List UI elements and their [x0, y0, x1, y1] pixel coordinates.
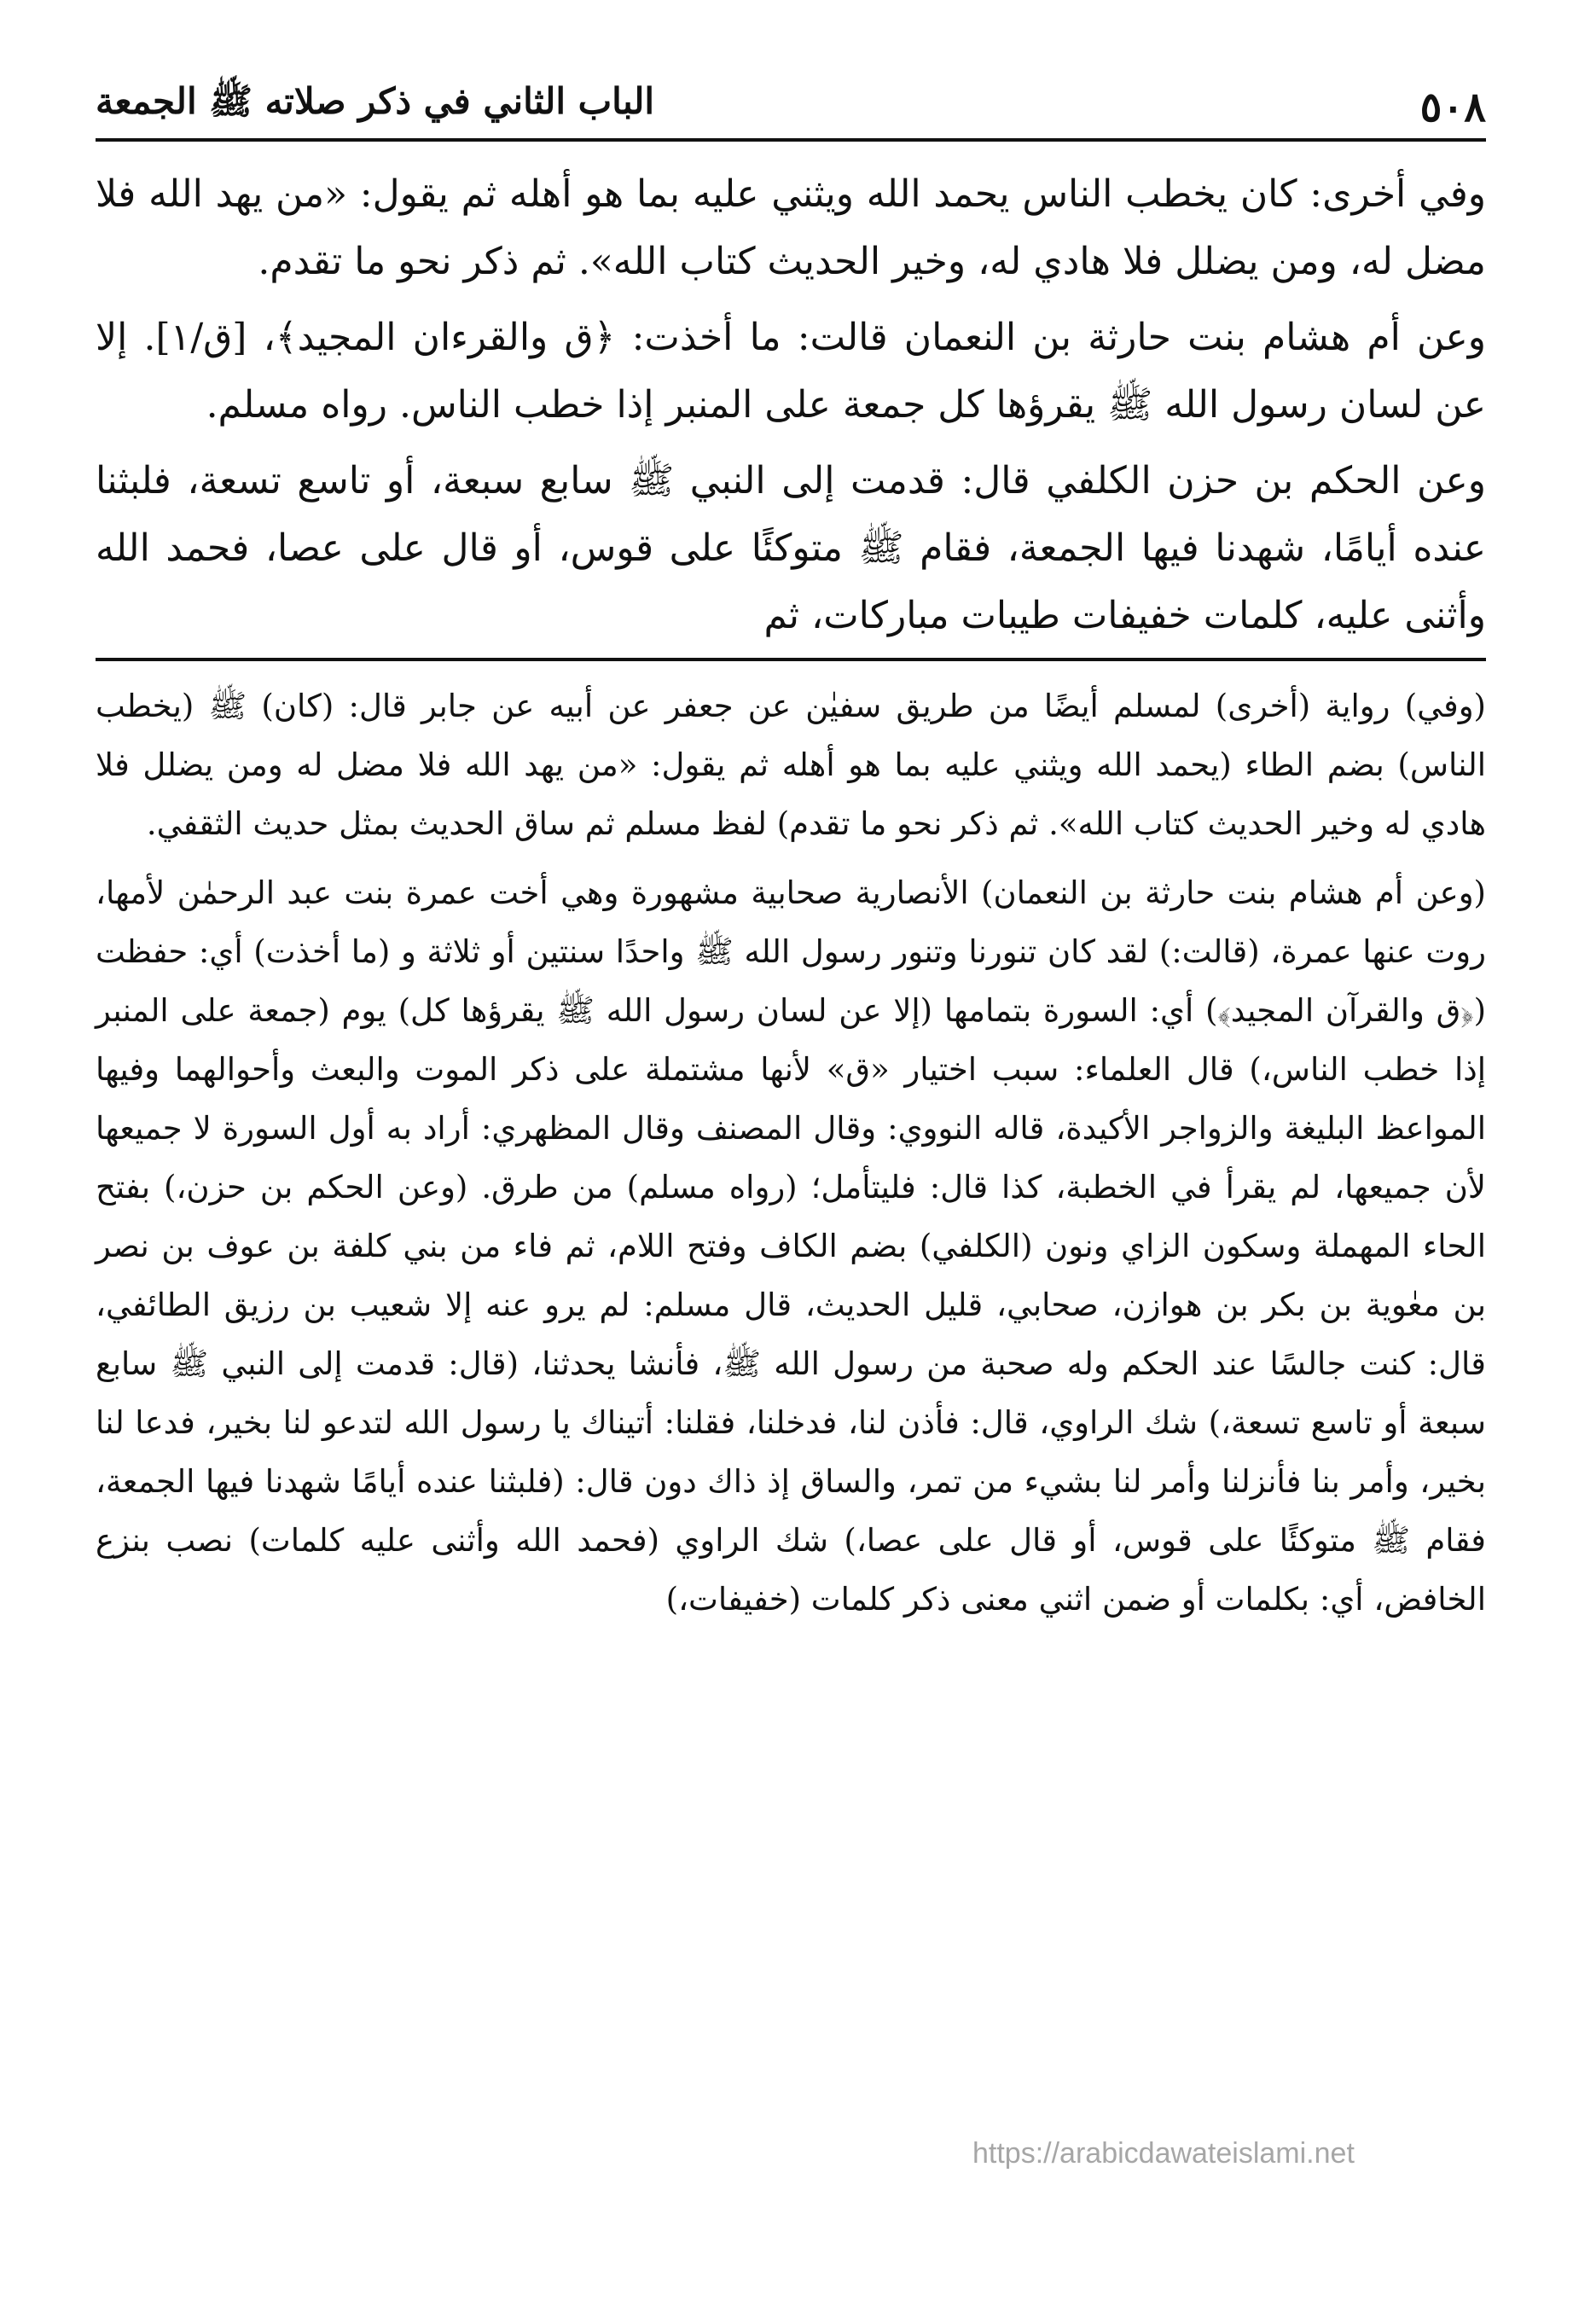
main-paragraph: وعن الحكم بن حزن الكلفي قال: قدمت إلى النبي ﷺ سابع سبعة، أو تاسع تسعة، فلبثنا عنده أيامًا، شهدنا فيها الجمعة، فقام ﷺ متوكئًا على قوس، أو قال على عصا، فحمد الله وأثنى عليه، كلمات خفيفات طيبات مباركات، ثم	[96, 459, 1486, 637]
separator-line	[96, 658, 1486, 661]
page-number: ٥٠٨	[1419, 84, 1486, 131]
page-header	[96, 60, 1486, 142]
main-paragraph: وفي أخرى: كان يخطب الناس يحمد الله ويثني عليه بما هو أهله ثم يقول: «من يهد الله فلا مضل له، ومن يضلل فلا هادي له، وخير الحديث كتاب الله». ثم ذكر نحو ما تقدم.	[96, 172, 1486, 283]
main-paragraph: وعن أم هشام بنت حارثة بن النعمان قالت: ما أخذت: ﴿ق والقرءان المجيد﴾، [ق/١]. إلا عن لسان رسول الله ﷺ يقرؤها كل جمعة على المنبر إذا خطب الناس. رواه مسلم.	[96, 316, 1486, 427]
commentary-text	[96, 677, 1486, 1629]
commentary-paragraph: (وفي) رواية (أخرى) لمسلم أيضًا من طريق سفيٰن عن جعفر عن أبيه عن جابر قال: (كان) ﷺ (يخطب الناس) بضم الطاء (يحمد الله ويثني عليه بما هو أهله ثم يقول: «من يهد الله فلا مضل له ومن يضلل فلا هادي له وخير الحديث كتاب الله». ثم ذكر نحو ما تقدم) لفظ مسلم ثم ساق الحديث بمثل حديث الثقفي.	[96, 688, 1486, 842]
book-page	[96, 60, 1486, 1639]
watermark-url: https://arabicdawateislami.net	[972, 2137, 1355, 2170]
chapter-title: الباب الثاني في ذكر صلاته ﷺ الجمعة	[96, 80, 655, 122]
commentary-paragraph: (وعن أم هشام بنت حارثة بن النعمان) الأنصارية صحابية مشهورة وهي أخت عمرة بنت عبد الرحمٰن لأمها، روت عنها عمرة، (قالت:) لقد كان تنورنا وتنور رسول الله ﷺ واحدًا سنتين أو ثلاثة و (ما أخذت) أي: حفظت (﴿ق والقرآن المجيد﴾) أي: السورة بتمامها (إلا عن لسان رسول الله ﷺ يقرؤها كل) يوم (جمعة على المنبر إذا خطب الناس،) قال العلماء: سبب اختيار «ق» لأنها مشتملة على ذكر الموت والبعث وأحوالهما وفيها المواعظ البليغة والزواجر الأكيدة، قاله النووي: وقال المصنف وقال المظهري: أراد به أول السورة لا جميعها لأن جميعها، لم يقرأ في الخطبة، كذا قال: فليتأمل؛ (رواه مسلم) من طرق. (وعن الحكم بن حزن،) بفتح الحاء المهملة وسكون الزاي ونون (الكلفي) بضم الكاف وفتح اللام، ثم فاء من بني كلفة بن عوف بن نصر بن معٰوية بن بكر بن هوازن، صحابي، قليل الحديث، قال مسلم: لم يرو عنه إلا شعيب بن رزيق الطائفي، قال: كنت جالسًا عند الحكم وله صحبة من رسول الله ﷺ، فأنشا يحدثنا، (قال: قدمت إلى النبي ﷺ سابع سبعة أو تاسع تسعة،) شك الراوي، قال: فأذن لنا، فدخلنا، فقلنا: أتيناك يا رسول الله لتدعو لنا بخير، فدعا لنا بخير، وأمر بنا فأنزلنا وأمر لنا بشيء من تمر، والساق إذ ذاك دون قال: (فلبثنا عنده أيامًا شهدنا فيها الجمعة، فقام ﷺ متوكئًا على قوس، أو قال على عصا،) شك الراوي (فحمد الله وأثنى عليه كلمات) نصب بنزع الخافض، أي: بكلمات أو ضمن اثني معنى ذكر كلمات (خفيفات،)	[96, 874, 1486, 1618]
main-text	[96, 160, 1486, 649]
